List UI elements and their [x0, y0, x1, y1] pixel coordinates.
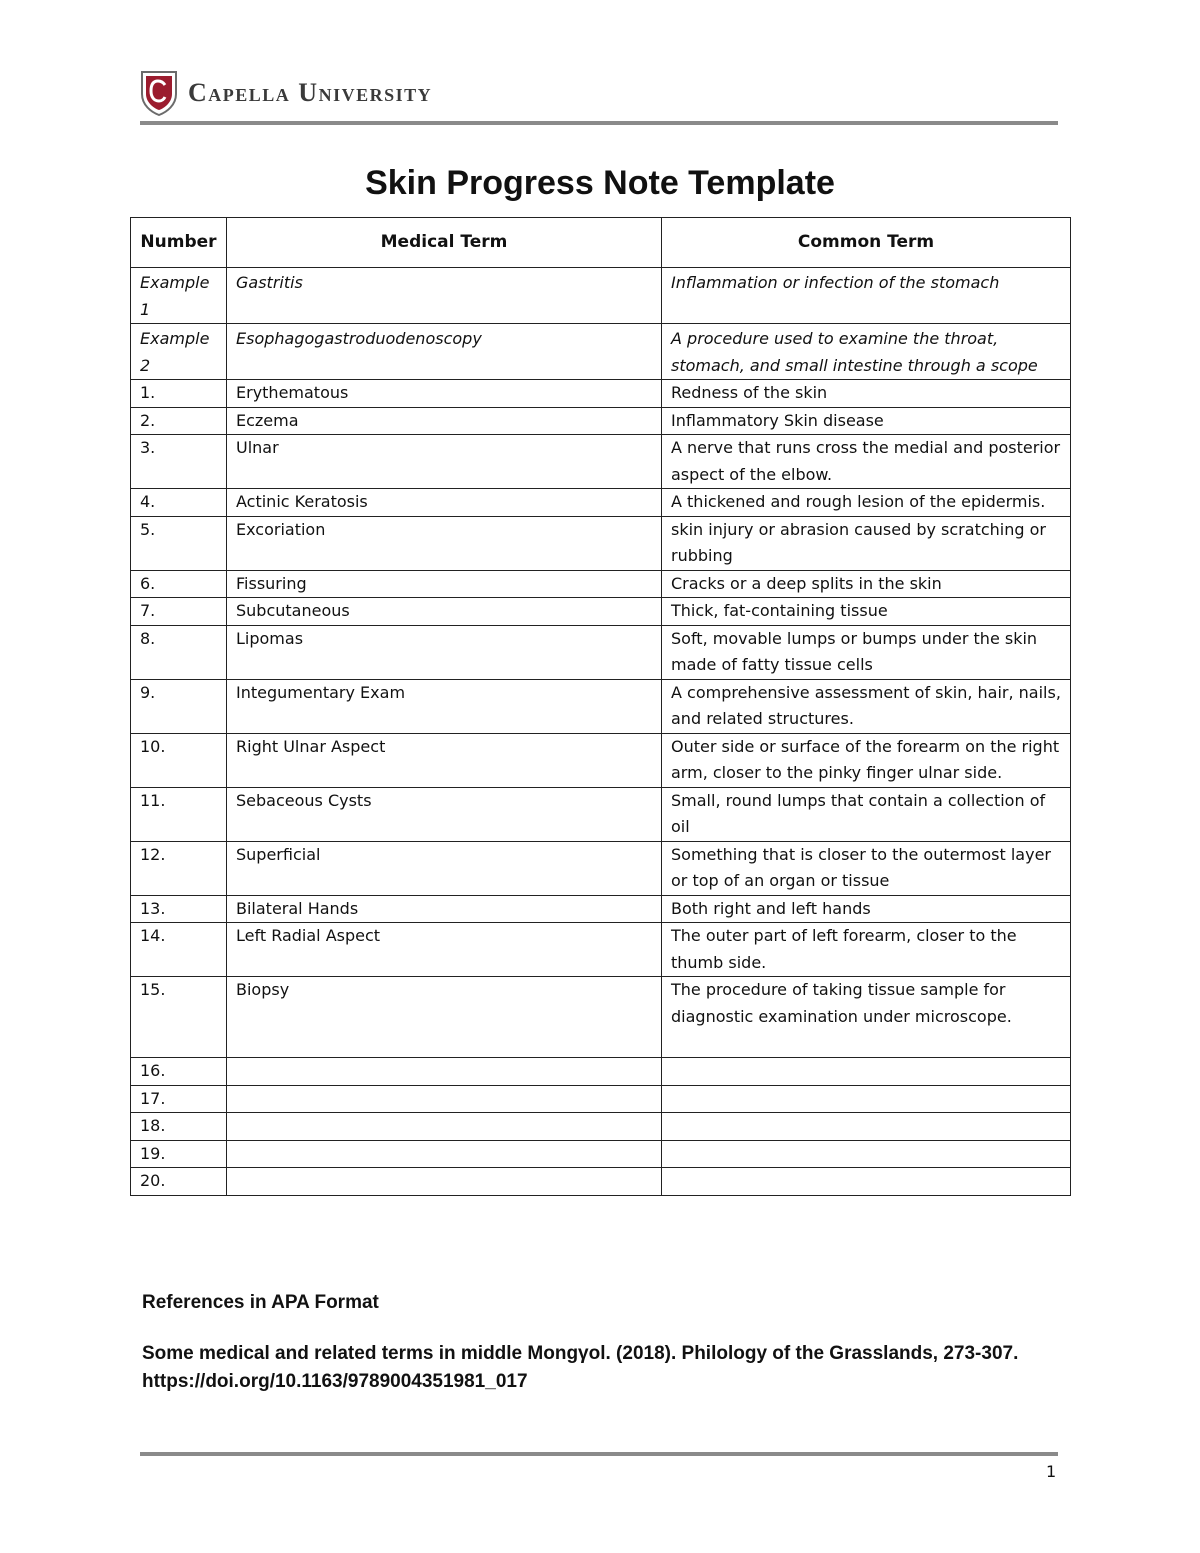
cell-common-term: Inflammatory Skin disease	[662, 407, 1071, 435]
cell-medical-term: Sebaceous Cysts	[227, 787, 662, 841]
cell-common-term: Both right and left hands	[662, 895, 1071, 923]
cell-common-term: Outer side or surface of the forearm on the right arm, closer to the pinky finger ulnar side.	[662, 733, 1071, 787]
reference-entry: Some medical and related terms in middle Mongγol. (2018). Philology of the Grasslands, 273-307. https://doi.org/10.1163/9789004351981_017	[142, 1343, 1019, 1392]
table-row	[131, 1113, 1071, 1141]
cell-medical-term: Right Ulnar Aspect	[227, 733, 662, 787]
cell-common-term: The outer part of left forearm, closer to the thumb side.	[662, 923, 1071, 977]
table-row	[131, 733, 1071, 787]
cell-medical-term: Excoriation	[227, 516, 662, 570]
table-row	[131, 895, 1071, 923]
cell-common-term: The procedure of taking tissue sample for diagnostic examination under microscope.	[662, 977, 1071, 1058]
cell-medical-term: Fissuring	[227, 570, 662, 598]
cell-common-term	[662, 1140, 1071, 1168]
cell-medical-term: Ulnar	[227, 435, 662, 489]
example-row	[131, 268, 1071, 324]
table-header-row	[131, 218, 1071, 268]
cell-medical-term: Left Radial Aspect	[227, 923, 662, 977]
cell-common-term: A procedure used to examine the throat, stomach, and small intestine through a scope	[662, 324, 1071, 380]
cell-common-term: Small, round lumps that contain a collection of oil	[662, 787, 1071, 841]
cell-number: Example 2	[131, 324, 227, 380]
cell-number: 12.	[131, 841, 227, 895]
cell-number: 8.	[131, 625, 227, 679]
cell-common-term	[662, 1113, 1071, 1141]
cell-medical-term: Esophagogastroduodenoscopy	[227, 324, 662, 380]
cell-number: 5.	[131, 516, 227, 570]
example-row	[131, 324, 1071, 380]
cell-medical-term	[227, 1113, 662, 1141]
cell-number: Example 1	[131, 268, 227, 324]
cell-medical-term: Erythematous	[227, 380, 662, 408]
cell-number: 17.	[131, 1085, 227, 1113]
column-header-common-term: Common Term	[662, 218, 1071, 268]
cell-common-term: A comprehensive assessment of skin, hair, nails, and related structures.	[662, 679, 1071, 733]
cell-number: 6.	[131, 570, 227, 598]
references-heading: References in APA Format	[142, 1292, 379, 1313]
table-row	[131, 977, 1071, 1058]
cell-number: 16.	[131, 1058, 227, 1086]
page-number: 1	[1046, 1462, 1057, 1481]
cell-common-term: A nerve that runs cross the medial and posterior aspect of the elbow.	[662, 435, 1071, 489]
cell-medical-term: Superficial	[227, 841, 662, 895]
table-row	[131, 489, 1071, 517]
cell-number: 4.	[131, 489, 227, 517]
terms-table	[130, 217, 1071, 1196]
table-row	[131, 380, 1071, 408]
cell-medical-term: Gastritis	[227, 268, 662, 324]
cell-number: 13.	[131, 895, 227, 923]
cell-number: 7.	[131, 598, 227, 626]
cell-number: 11.	[131, 787, 227, 841]
cell-common-term: Cracks or a deep splits in the skin	[662, 570, 1071, 598]
table-row	[131, 923, 1071, 977]
cell-medical-term: Integumentary Exam	[227, 679, 662, 733]
cell-common-term: Redness of the skin	[662, 380, 1071, 408]
cell-number: 20.	[131, 1168, 227, 1196]
cell-number: 3.	[131, 435, 227, 489]
column-header-number: Number	[131, 218, 227, 268]
cell-common-term: Soft, movable lumps or bumps under the skin made of fatty tissue cells	[662, 625, 1071, 679]
logo-wordmark: Capella University	[188, 78, 433, 107]
cell-medical-term	[227, 1168, 662, 1196]
column-header-medical-term: Medical Term	[227, 218, 662, 268]
cell-common-term: skin injury or abrasion caused by scratching or rubbing	[662, 516, 1071, 570]
cell-number: 2.	[131, 407, 227, 435]
cell-common-term: Inflammation or infection of the stomach	[662, 268, 1071, 324]
cell-number: 9.	[131, 679, 227, 733]
table-row	[131, 516, 1071, 570]
cell-common-term: Thick, fat-containing tissue	[662, 598, 1071, 626]
cell-common-term	[662, 1085, 1071, 1113]
cell-medical-term: Bilateral Hands	[227, 895, 662, 923]
table-row	[131, 435, 1071, 489]
cell-number: 19.	[131, 1140, 227, 1168]
cell-common-term	[662, 1058, 1071, 1086]
table-row	[131, 1140, 1071, 1168]
table-row	[131, 407, 1071, 435]
table-row	[131, 1058, 1071, 1086]
cell-medical-term: Subcutaneous	[227, 598, 662, 626]
page-title: Skin Progress Note Template	[365, 164, 835, 202]
footer-divider	[140, 1452, 1058, 1456]
cell-number: 14.	[131, 923, 227, 977]
cell-medical-term	[227, 1085, 662, 1113]
cell-medical-term: Actinic Keratosis	[227, 489, 662, 517]
cell-medical-term	[227, 1058, 662, 1086]
cell-number: 10.	[131, 733, 227, 787]
cell-medical-term: Biopsy	[227, 977, 662, 1058]
cell-common-term: A thickened and rough lesion of the epidermis.	[662, 489, 1071, 517]
capella-logo	[140, 70, 432, 116]
cell-medical-term: Lipomas	[227, 625, 662, 679]
table-row	[131, 1168, 1071, 1196]
cell-medical-term: Eczema	[227, 407, 662, 435]
capella-shield-icon	[140, 70, 178, 116]
table-row	[131, 625, 1071, 679]
cell-number: 1.	[131, 380, 227, 408]
table-row	[131, 1085, 1071, 1113]
cell-number: 18.	[131, 1113, 227, 1141]
table-row	[131, 787, 1071, 841]
table-row	[131, 679, 1071, 733]
cell-common-term	[662, 1168, 1071, 1196]
table-row	[131, 570, 1071, 598]
cell-medical-term	[227, 1140, 662, 1168]
cell-number: 15.	[131, 977, 227, 1058]
header-divider	[140, 121, 1058, 125]
table-row	[131, 598, 1071, 626]
cell-common-term: Something that is closer to the outermost layer or top of an organ or tissue	[662, 841, 1071, 895]
table-row	[131, 841, 1071, 895]
